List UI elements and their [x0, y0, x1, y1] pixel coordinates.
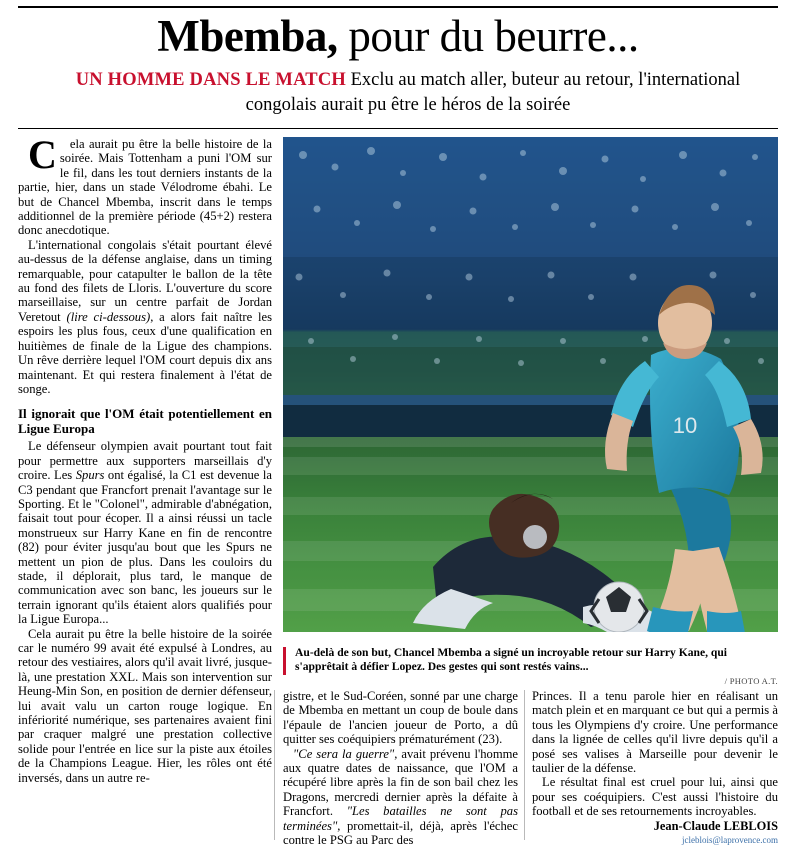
article-photo	[283, 137, 778, 632]
paragraph-6-italic-1: "Ce sera la guerre"	[293, 746, 395, 761]
paragraph-6-text-a: , avait prévenu l'homme aux quatre dates de naissance, que l'OM a récupéré libre après la fin de son bail chez les Dragons, mercredi dernier après la défaite à Francfort.	[283, 746, 518, 819]
paragraph-2-italic: (lire ci-dessous)	[66, 309, 151, 324]
photo-caption	[283, 646, 778, 674]
paragraph-2	[18, 238, 272, 396]
article-column-2	[283, 689, 518, 847]
paragraph-5: gistre, et le Sud-Coréen, sonné par une charge de Mbemba en mettant un coup de boule dans l'épaule de l'ancien joueur de Porto, a dû quitter ses coéquipiers prématurément (23).	[283, 689, 518, 747]
paragraph-3-text-b: ont égalisé, la C1 est devenue la C3 pendant que Francfort prenait l'avantage sur le Sporting. Et le "Colonel", admirable d'abnégation, faisait tout pour écoper. Il a ainsi réussi un tacle monstrueux sur Harry Kane en fin de rencontre (82) pour éviter jusqu'au bout que les Spurs ne mettent un pion de plus. Dans les couloirs du stade, il déplorait, plus tard, le manque de communication avec son banc, les joueurs sur le terrain ignorant qu'ils étaient alors qualifiés pour la Ligue Europa...	[18, 468, 272, 627]
paragraph-1	[18, 132, 272, 238]
paragraph-6-cont: Princes. Il a tenu parole hier en réalisant un match plein et en marquant ce but qui a permis à tous les Olympiens d'y croire. Une performance dans la lignée de celles qu'il livre depuis qu'il a posé ses valises à Marseille pour devenir le taulier de la défense.	[532, 689, 778, 776]
top-rule	[18, 6, 778, 8]
article-column-3	[532, 689, 778, 847]
byline-author: Jean-Claude LEBLOIS	[653, 818, 778, 833]
subheadline-kicker: UN HOMME DANS LE MATCH	[75, 70, 346, 90]
article-subtitle: Il ignorait que l'OM était potentiellement en Ligue Europa	[18, 406, 272, 437]
article-column-1	[18, 132, 272, 785]
headline-light: pour du beurre...	[337, 11, 639, 61]
paragraph-6	[283, 747, 518, 848]
paragraph-1-text: ela aurait pu être la belle histoire de la soirée. Mais Tottenham a puni l'OM sur le fil, dans les tout derniers instants de la partie, hier, dans un stade Vélodrome ébahi. Le but de Chancel Mbemba, inscrit dans le temps additionnel de la première période (45+2) restera donc anecdotique.	[18, 137, 272, 238]
paragraph-3-italic: Spurs	[75, 468, 105, 483]
svg-text:10: 10	[672, 413, 698, 438]
page-title	[18, 10, 778, 62]
drop-cap: C	[28, 132, 57, 177]
caption-text: Au-delà de son but, Chancel Mbemba a signé un incroyable retour sur Harry Kane, qui s'apprêtait à défier Lopez. Des gestes qui sont restés vains...	[295, 646, 728, 673]
subheadline	[60, 68, 756, 118]
paragraph-6-italic-2: "Les batailles ne sont pas terminées"	[283, 804, 518, 833]
paragraph-4: Cela aurait pu être la belle histoire de la soirée car le numéro 99 avait été expulsé à Londres, au retour des vestiaires, alors qu'il avait livré, jusque-là, une prestation XXL. Mais son intervention sur Heung-Min Son, en position de dernier défenseur, lui avait valu un carton rouge logique. En infériorité numérique, ses partenaires avaient fini par craquer malgré une prestation collective solide pour l'entrée en lice sur la piste aux étoiles de la Champions League. Hier, les rôles ont été inversés, dans un autre re-	[18, 626, 272, 785]
photo-image	[283, 137, 778, 632]
paragraph-2-text-b: , a alors fait naître les espoirs les plus fous, ceux d'une qualification en huitièmes de finale de la Ligue des champions. Un rêve derrière lequel l'OM court depuis dix ans maintenant. Et qui restera finalement à l'état de songe.	[18, 309, 272, 396]
photo-illustration	[283, 137, 778, 632]
paragraph-2-text-a: L'international congolais s'était pourtant élevé au-dessus de la défense anglaise, dans un timing remarquable, pour catapulter le ballon de la tête au fond des filets de Lloris. L'ouverture du score marseillaise, sur un centre parfait de Jordan Veretout	[18, 237, 272, 324]
column-divider-2	[524, 690, 525, 840]
subheadline-text: Exclu au match aller, buteur au retour, l'international congolais aurait pu être le héros de la soirée	[245, 70, 741, 115]
paragraph-3-text-a: Le défenseur olympien avait pourtant tout fait pour permettre aux supporters marseillais d'y croire. Les	[18, 439, 272, 483]
paragraph-3	[18, 439, 272, 626]
byline-email[interactable]: jcleblois@laprovence.com	[681, 835, 778, 846]
headline-bold: Mbemba,	[157, 11, 338, 61]
paragraph-6-text-b: , promettait-il, déjà, après l'échec contre le PSG au Parc des	[283, 818, 518, 848]
caption-accent-bar	[283, 647, 286, 675]
photo-credit: / PHOTO A.T.	[724, 676, 778, 686]
column-divider-1	[274, 690, 275, 840]
paragraph-7: Le résultat final est cruel pour lui, ainsi que pour ses coéquipiers. C'est aussi l'histoire du football et de ses retournements incroyables.	[532, 775, 778, 819]
subheadline-rule	[18, 128, 778, 129]
